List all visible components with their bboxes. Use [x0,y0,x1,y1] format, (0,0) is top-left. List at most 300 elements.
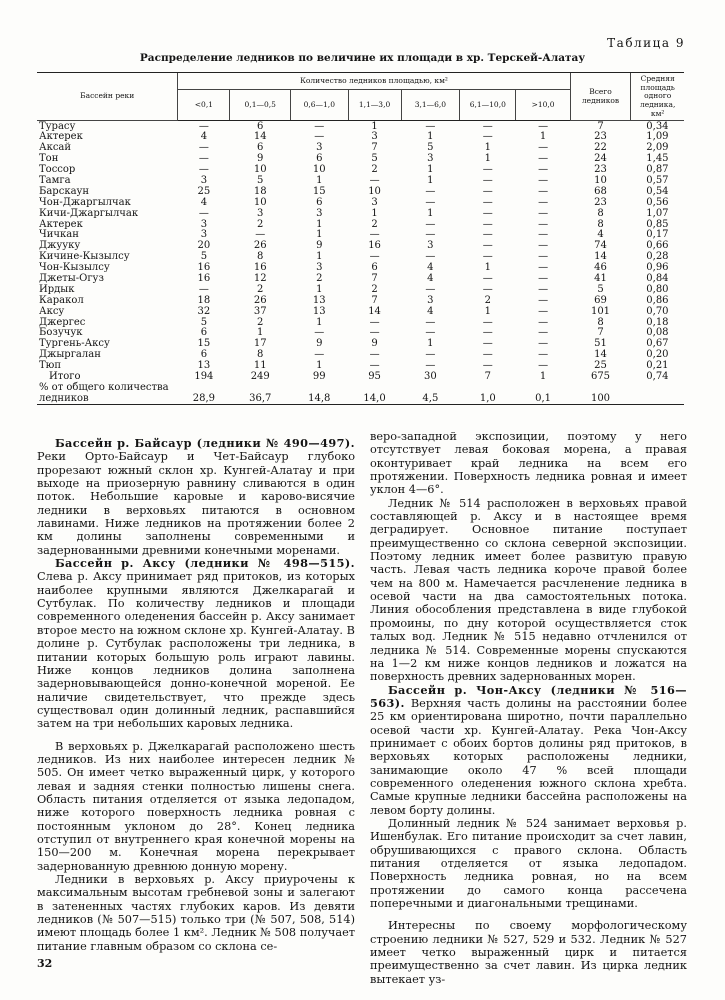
value-cell: — [314,327,325,339]
value-cell: — [482,185,493,197]
table-row [37,241,684,252]
value-cell: — [538,262,549,274]
value-cell: 2 [257,316,264,328]
value-cell: 14 [253,131,267,143]
value-cell: 2 [371,283,378,295]
value-cell: 1 [484,142,491,154]
value-cell: — [482,218,493,230]
value-cell: 194 [194,371,214,383]
value-cell: 16 [197,273,211,285]
value-cell: 5 [257,175,264,187]
value-cell: — [425,218,436,230]
value-cell: — [482,196,493,208]
basin-name-cell: Тамга [39,175,71,187]
value-cell: — [198,283,209,295]
value-cell: 3 [257,207,264,219]
value-cell: — [198,153,209,165]
value-cell: 1 [316,229,323,241]
value-cell: — [538,120,549,132]
percent-value-cell: 28,9 [178,393,230,404]
percent-value-cell: 100 [570,393,631,404]
value-cell: 30 [424,371,437,383]
value-cell: 8 [597,207,604,219]
table-row [37,132,684,143]
table-row [37,197,684,208]
section-heading: Бассейн р. Байсаур (ледники № 490—497). [55,436,355,450]
table-row [37,393,684,404]
value-cell: 1 [316,218,323,230]
value-cell: 7 [597,327,604,339]
value-cell: — [369,360,380,372]
value-cell: 9 [371,338,378,350]
table-title: Распределение ледников по величине их площади в хр. Терскей-Алатау [139,52,586,64]
left-text-column [37,437,355,953]
value-cell: — [538,273,549,285]
value-cell: 0,56 [646,196,669,208]
paragraph: Ледник № 514 расположен в верховьях правой составляющей р. Аксу и в настоящее время деградирует. Основное питание поступает преимущественно со склона северной экспозиции. Поэтому ледник имеет более развитую правую часть. Левая часть ледника короче правой более чем на 800 м. Намечается расчленение ледника в осевой части на два самостоятельных потока. Линия обособления представлена в виде глубокой промоины, по дну которой осуществляется сток талых вод. Ледник № 515 недавно отчленился от ледника № 514. Современные морены спускаются на 1—2 км ниже концов ледников и ложатся на поверхность древних задернованных морен. [370,496,687,684]
value-cell: 74 [594,240,607,252]
value-cell: — [538,240,549,252]
value-cell: 1 [484,305,491,317]
value-cell: 37 [253,305,267,317]
table-row [37,219,684,230]
value-cell: 10 [594,175,607,187]
value-cell: — [538,207,549,219]
value-cell: 2 [371,164,378,176]
value-cell: 14 [368,305,381,317]
value-cell: 0,20 [646,349,669,361]
table-row [37,284,684,295]
value-cell: 1,45 [646,153,669,165]
value-cell: — [482,251,493,263]
value-cell: 2 [316,273,323,285]
value-cell: 4 [200,131,208,143]
value-cell: 3 [200,218,208,230]
value-cell: — [482,283,493,295]
table-row [37,252,684,263]
value-cell: — [482,338,493,350]
value-cell: 6 [257,120,264,132]
value-cell: 1 [427,164,434,176]
value-cell: — [482,327,493,339]
table-row [37,317,684,328]
range-header: >10,0 [516,90,570,121]
total-header: Всего ледников [570,73,631,121]
value-cell: 13 [197,360,211,372]
value-cell: 0,70 [646,305,669,317]
value-cell: 4 [427,273,434,285]
value-cell: 14 [594,251,607,263]
basin-name-cell: Турасу [39,120,76,132]
value-cell: 32 [197,305,211,317]
value-cell: 1 [427,175,434,187]
value-cell: 0,17 [646,229,669,241]
range-header: 0,1—0,5 [230,90,291,121]
table-row [37,372,684,383]
value-cell: 17 [253,338,267,350]
section-heading: Бассейн р. Аксу (ледники № 498—515). [55,556,355,571]
value-cell: — [538,229,549,241]
value-cell: 0,28 [646,251,669,263]
value-cell: — [314,120,325,132]
basin-name-cell: Кичи-Джаргылчак [39,207,139,219]
value-cell: 6 [371,262,378,274]
value-cell: 0,18 [646,316,669,328]
table-row [37,208,684,219]
value-cell: 5 [200,316,208,328]
value-cell: — [482,360,493,372]
basin-name-cell: Каракол [39,294,84,306]
basin-name-cell: Аксу [39,305,65,317]
value-cell: 16 [197,262,211,274]
range-header: 0,6—1,0 [291,90,348,121]
basin-name-cell: Ирдык [39,283,75,295]
value-cell: 3 [371,131,378,143]
value-cell: 7 [597,120,604,132]
value-cell: 2 [257,218,264,230]
value-cell: 8 [597,316,604,328]
value-cell: 7 [371,142,378,154]
paragraph: В верховьях р. Джелкарагай расположено шесть ледников. Из них наиболее интересен ледник № 505. Он имеет четко выраженный цирк, у которого левая и задняя стенки полностью лишены снега. Область питания отделяется от языка ледопадом, ниже которого поверхность ледника ровная с постоянным уклоном до 28°. Конец ледника отступил от внутреннего края конечной морены на 150—200 м. Конечная морена перекрывает задернованную древнюю донную морену. [37,739,355,873]
value-cell: 14 [594,349,607,361]
avg-area-header: Средняя площадь одного ледника, км² [631,73,684,121]
value-cell: 7 [484,371,491,383]
value-cell: 3 [200,175,208,187]
value-cell: 675 [590,371,611,383]
table-row [37,383,684,394]
value-cell: 20 [197,240,211,252]
basin-name-cell: Джыргалан [39,349,101,361]
value-cell: 6 [316,153,323,165]
value-cell: — [425,120,436,132]
value-cell: 8 [257,349,264,361]
value-cell: — [314,349,325,361]
value-cell: 0,67 [646,338,669,350]
value-cell: 23 [594,196,607,208]
value-cell: 5 [427,142,434,154]
value-cell: 12 [253,273,267,285]
value-cell: 3 [200,229,208,241]
value-cell: — [482,349,493,361]
value-cell: 5 [597,283,604,295]
table-row [37,328,684,339]
basin-name-cell: Барскаун [39,185,90,197]
value-cell: 51 [594,338,607,350]
range-header: 3,1—6,0 [401,90,460,121]
table-row [37,339,684,350]
percent-value-cell: 0,1 [516,393,570,404]
value-cell: 0,34 [646,120,669,132]
value-cell: — [369,349,380,361]
table-row [37,176,684,187]
value-cell: 7 [371,273,378,285]
value-cell: 10 [253,164,267,176]
value-cell: 101 [590,305,611,317]
table-row [37,121,684,132]
basin-name-cell: Актерек [39,131,83,143]
basin-name-cell: Бозучук [39,327,83,339]
value-cell: 7 [371,294,378,306]
paragraph: Бассейн р. Байсаур (ледники № 490—497). Реки Орто-Байсаур и Чет-Байсаур глубоко прорезают южный склон хр. Кунгей-Алатау и при выходе на приозерную равнину сливаются в один поток. Небольшие каровые и карово-висячие ледники в верховьях питаются в основном лавинами. Ниже ледников на протяжении более 2 км долины заполнены современными и задернованными древними конечными моренами. [37,436,355,557]
range-header: 1,1—3,0 [348,90,401,121]
table-row [37,230,684,241]
value-cell: 6 [200,349,208,361]
value-cell: 4 [427,262,434,274]
value-cell: 10 [253,196,267,208]
value-cell: 0,21 [646,360,669,372]
value-cell: 3 [371,196,378,208]
value-cell: — [482,131,493,143]
percent-label-cell: % от общего количества [39,381,169,393]
value-cell: 1 [371,120,378,132]
value-cell: 6 [200,327,208,339]
value-cell: — [538,305,549,317]
value-cell: 2 [371,218,378,230]
value-cell: 13 [312,305,326,317]
value-cell: — [538,175,549,187]
value-cell: 4 [200,196,208,208]
value-cell: — [425,283,436,295]
glacier-distribution-table [37,72,684,405]
value-cell: — [482,240,493,252]
value-cell: 1 [257,327,264,339]
value-cell: 0,74 [646,371,669,383]
value-cell: — [482,316,493,328]
value-cell: 0,85 [646,218,669,230]
value-cell: 5 [200,251,208,263]
value-cell: 1 [427,338,434,350]
value-cell: — [538,142,549,154]
paragraph: веро-западной экспозиции, поэтому у него отсутствует левая боковая морена, а правая оконтуривает край ледника на всем его протяжении. Поверхность ледника ровная и имеет уклон 4—6°. [370,430,687,497]
value-cell: 1 [316,360,323,372]
value-cell: — [425,349,436,361]
value-cell: — [198,164,209,176]
value-cell: — [369,175,380,187]
basin-name-cell: Аксай [39,142,72,154]
value-cell: — [314,131,325,143]
value-cell: 3 [427,240,434,252]
value-cell: 0,87 [646,164,669,176]
value-cell: — [482,120,493,132]
value-cell: 24 [594,153,607,165]
percent-value-cell [631,393,684,404]
value-cell: — [538,283,549,295]
value-cell: — [538,153,549,165]
basin-name-cell: Итого [49,371,81,383]
value-cell: — [425,251,436,263]
value-cell: — [482,229,493,241]
value-cell: 25 [594,360,607,372]
basin-name-cell: Тюп [39,360,62,372]
value-cell: — [369,251,380,263]
paragraph: Бассейн р. Аксу (ледники № 498—515). Слева р. Аксу принимает ряд притоков, из которых наиболее крупными являются Джелкарагай и Сутбулак. По количеству ледников и площади современного оледенения бассейн р. Аксу занимает второе место на южном склоне хр. Кунгей-Алатау. В долине р. Сутбулак расположены три ледника, в питании которых большую роль играют лавины. Ниже концов ледников долина заполнена задерновывающейся донно-конечной мореной. Ее наличие свидетельствует, что прежде здесь существовал один долинный ледник, распавшийся затем на три небольших каровых ледника. [37,556,355,731]
basin-name-cell: Джууку [39,240,81,252]
percent-value-cell: 14,0 [348,393,401,404]
value-cell: 0,80 [646,283,669,295]
value-cell: 0,54 [646,185,669,197]
value-cell: 1 [539,371,547,383]
value-cell: 4 [597,229,604,241]
basin-header: Бассейн реки [37,73,178,121]
value-cell: — [538,327,549,339]
count-group-header: Количество ледников площадью, км² [178,73,570,90]
value-cell: — [255,229,266,241]
value-cell: — [425,316,436,328]
value-cell: — [538,164,549,176]
basin-name-cell: Тон [39,153,59,165]
value-cell: 13 [312,294,326,306]
value-cell: — [198,142,209,154]
value-cell: — [425,196,436,208]
value-cell: — [538,349,549,361]
value-cell: 3 [427,294,434,306]
percent-value-cell: 1,0 [460,393,516,404]
basin-name-cell: Тургень-Аксу [39,338,110,350]
value-cell: 0,96 [646,262,669,274]
value-cell: — [369,316,380,328]
value-cell: 1 [316,316,323,328]
percent-value-cell: 4,5 [401,393,460,404]
table-row [37,186,684,197]
value-cell: 99 [312,371,326,383]
value-cell: 26 [253,294,267,306]
value-cell: 23 [594,164,607,176]
value-cell: — [482,273,493,285]
value-cell: — [369,229,380,241]
paragraph: Интересны по своему морфологическому строению ледники № 527, 529 и 532. Ледник № 527 имеет четко выраженный цирк и питается преимущественно за счет лавин. Из цирка ледник вытекает уз- [370,919,687,986]
value-cell: 8 [597,218,604,230]
basin-name-cell: Чичкан [39,229,79,241]
percent-label-cell: ледников [37,393,178,404]
table-row [37,295,684,306]
value-cell: 23 [594,131,607,143]
table-row [37,143,684,154]
value-cell: 0,57 [646,175,669,187]
value-cell: 4 [427,305,434,317]
value-cell: — [425,185,436,197]
value-cell: 1 [539,131,547,143]
range-header: <0,1 [178,90,230,121]
value-cell: 69 [594,294,607,306]
value-cell: — [482,175,493,187]
table-row [37,361,684,372]
value-cell: 3 [316,207,323,219]
table-row [37,263,684,274]
value-cell: 68 [594,185,607,197]
value-cell: 3 [427,153,434,165]
value-cell: — [538,338,549,350]
value-cell: — [425,229,436,241]
value-cell: 8 [257,251,264,263]
value-cell: 9 [316,338,323,350]
right-text-column [370,430,687,986]
value-cell: 26 [253,240,267,252]
value-cell: — [538,196,549,208]
value-cell: 15 [312,185,326,197]
paragraph: Ледники в верховьях р. Аксу приурочены к максимальным высотам гребневой зоны и залегают в затененных частях глубоких каров. Из девяти ледников (№ 507—515) только три (№ 507, 508, 514) имеют площадь более 1 км². Ледник № 508 получает питание главным образом со склона се- [37,873,355,953]
value-cell: 0,86 [646,294,669,306]
value-cell: 249 [250,371,270,383]
basin-name-cell: Джеты-Огуз [39,273,104,285]
value-cell: 10 [312,164,326,176]
value-cell: 46 [594,262,607,274]
value-cell: 1 [371,207,378,219]
range-header: 6,1—10,0 [460,90,516,121]
value-cell: 16 [253,262,267,274]
value-cell: 16 [368,240,381,252]
value-cell: 95 [368,371,381,383]
value-cell: 5 [371,153,378,165]
table-row [37,165,684,176]
value-cell: — [538,185,549,197]
value-cell: 3 [316,142,323,154]
value-cell: 1 [484,262,491,274]
value-cell: 6 [257,142,264,154]
percent-value-cell: 36,7 [230,393,291,404]
basin-name-cell: Актерек [39,218,83,230]
paragraph: Бассейн р. Чон-Аксу (ледники № 516—563). Верхняя часть долины на расстоянии более 25 км ориентирована широтно, почти параллельно осевой части хр. Кунгей-Алатау. Река Чон-Аксу принимает с обоих бортов долины ряд притоков, в верховьях которых расположены ледники, занимающие около 47 % всей площади современного оледенения южного склона хребта. Самые крупные ледники бассейна расположены на левом борту долины. [370,682,687,817]
value-cell: — [482,207,493,219]
value-cell: 2 [257,283,264,295]
value-cell: 22 [594,142,607,154]
paragraph: Долинный ледник № 524 занимает верховья р. Ишенбулак. Его питание происходит за счет лавин, обрушивающихся с правого склона. Область питания отделяется от языка ледопадом. Поверхность ледника ровная, но на всем протяжении до самого конца рассечена поперечными и диагональными трещинами. [370,816,687,911]
page-number: 32 [37,957,53,970]
value-cell: 10 [368,185,381,197]
value-cell: 3 [316,262,323,274]
value-cell: 41 [594,273,607,285]
value-cell: 1 [484,153,491,165]
value-cell: — [198,120,209,132]
value-cell: 0,66 [646,240,669,252]
value-cell: — [369,327,380,339]
value-cell: 15 [197,338,211,350]
value-cell: 9 [257,153,264,165]
value-cell: — [538,360,549,372]
value-cell: — [425,327,436,339]
value-cell: 0,08 [646,327,669,339]
value-cell: 1,07 [646,207,669,219]
basin-name-cell: Тоссор [39,164,76,176]
value-cell: 1 [316,251,323,263]
value-cell: 18 [197,294,211,306]
value-cell: 18 [253,185,267,197]
section-heading: Бассейн р. Чон-Аксу (ледники № 516—563). [370,682,687,710]
value-cell: 9 [316,240,323,252]
value-cell: 1 [427,131,434,143]
table-row [37,306,684,317]
value-cell: — [425,360,436,372]
value-cell: 0,84 [646,273,669,285]
value-cell: — [198,207,209,219]
table-label: Таблица 9 [607,36,685,50]
value-cell: 1 [316,175,323,187]
value-cell: — [538,218,549,230]
basin-name-cell: Кичине-Кызылсу [39,251,130,263]
table-row [37,154,684,165]
value-cell: 6 [316,196,323,208]
value-cell: — [482,164,493,176]
value-cell: 2 [484,294,491,306]
value-cell: — [538,294,549,306]
value-cell: — [538,316,549,328]
value-cell: 11 [253,360,267,372]
basin-name-cell: Джергес [39,316,86,328]
value-cell: 1 [316,283,323,295]
value-cell: 25 [197,185,211,197]
value-cell: 2,09 [646,142,669,154]
value-cell: 1 [427,207,434,219]
value-cell: 1,09 [646,131,669,143]
